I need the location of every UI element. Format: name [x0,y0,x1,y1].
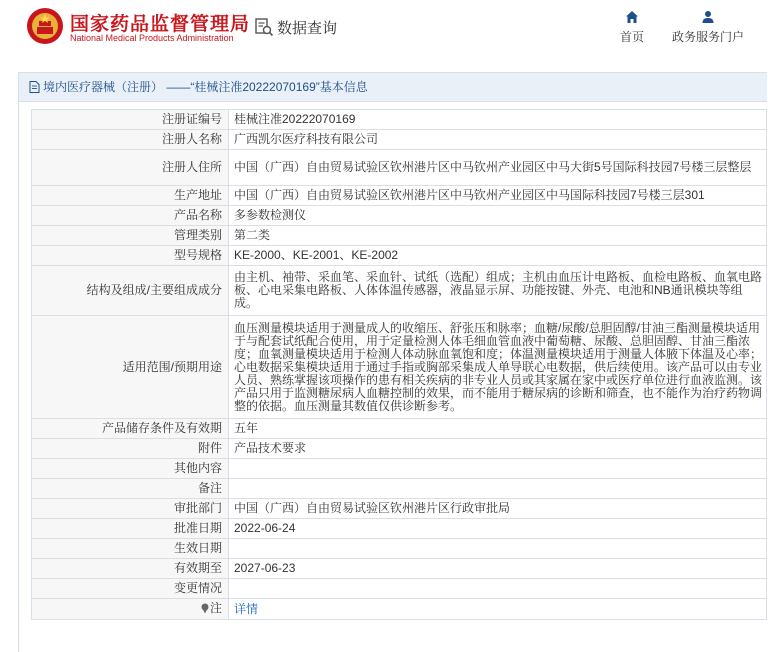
home-icon [625,10,639,24]
brand-title: 国家药品监督管理局 [70,14,251,35]
table-row [32,110,767,130]
table-row [32,519,767,539]
field-label: 管理类别 [32,226,229,246]
field-label: 注册人名称 [32,130,229,150]
field-label: 注册人住所 [32,150,229,186]
document-search-icon [254,17,274,37]
table-row [32,559,767,579]
field-value: 中国（广西）自由贸易试验区钦州港片区中马钦州产业园区中马大街5号国际科技园7号楼三层整层 [229,150,767,186]
table-row [32,479,767,499]
field-value: 五年 [229,419,767,439]
table-row [32,206,767,226]
field-label: 其他内容 [32,459,229,479]
table-row [32,499,767,519]
field-label: 附件 [32,439,229,459]
field-label: 变更情况 [32,579,229,599]
table-row [32,186,767,206]
table-row [32,439,767,459]
field-label: 产品名称 [32,206,229,226]
field-value: 2027-06-23 [229,559,767,579]
field-label: 结构及组成/主要组成成分 [32,266,229,316]
field-label: 批准日期 [32,519,229,539]
field-value: 广西凯尔医疗科技有限公司 [229,130,767,150]
table-row [32,539,767,559]
nav-home[interactable] [614,10,650,45]
field-value: 产品技术要求 [229,439,767,459]
note-label: 注 [209,600,222,615]
field-value: 由主机、袖带、采血笔、采血针、试纸（选配）组成；主机由血压计电路板、血检电路板、血氧电路板、心电采集电路板、人体体温传感器，液晶显示屏、功能按键、外壳、电池和NB通讯模块等组成。 [229,266,767,316]
field-label: 有效期至 [32,559,229,579]
field-value [229,579,767,599]
details-link[interactable]: 详情 [234,601,259,616]
note-value-cell [229,599,767,620]
field-value: 中国（广西）自由贸易试验区钦州港片区行政审批局 [229,499,767,519]
table-row [32,459,767,479]
nav-home-label: 首页 [619,30,644,44]
table-row [32,266,767,316]
field-label: 备注 [32,479,229,499]
table-row [32,599,767,620]
field-label: 注册证编号 [32,110,229,130]
field-value: 中国（广西）自由贸易试验区钦州港片区中马钦州产业园区中马国际科技园7号楼三层301 [229,186,767,206]
field-label: 适用范围/预期用途 [32,316,229,419]
document-icon [29,81,40,93]
field-value: KE-2000、KE-2001、KE-2002 [229,246,767,266]
field-value [229,539,767,559]
detail-panel [18,72,767,652]
table-row [32,226,767,246]
field-value: 多参数检测仪 [229,206,767,226]
national-emblem-logo [26,7,64,45]
table-row [32,579,767,599]
data-query-link[interactable] [254,14,337,40]
field-label: 型号规格 [32,246,229,266]
field-label: 审批部门 [32,499,229,519]
field-label: 生效日期 [32,539,229,559]
nav-service-portal-label: 政务服务门户 [671,30,744,44]
site-header [0,0,768,56]
field-value: 第二类 [229,226,767,246]
field-value: 2022-06-24 [229,519,767,539]
table-row [32,130,767,150]
table-row [32,419,767,439]
table-row [32,316,767,419]
field-label: 产品储存条件及有效期 [32,419,229,439]
data-query-label: 数据查询 [277,19,338,37]
user-icon [701,10,715,24]
pin-icon [200,603,210,614]
table-row [32,246,767,266]
brand-subtitle: National Medical Products Administration [70,33,234,43]
field-value [229,479,767,499]
panel-title-text: 境内医疗器械（注册） ——“桂械注准20222070169”基本信息 [43,80,368,94]
field-label: 生产地址 [32,186,229,206]
table-row [32,150,767,186]
field-value: 血压测量模块适用于测量成人的收缩压、舒张压和脉率；血糖/尿酸/总胆固醇/甘油三酯测量模块适用于与配套试纸配合使用，用于定量检测人体毛细血管血液中葡萄糖、尿酸、总胆固醇、甘油三酯浓度；血氧测量模块适用于检测人体动脉血氧饱和度；体温测量模块适用于测量人体腋下体温及心率；心电数据采集模块适用于通过手指或胸部采集成人单导联心电数据，供后续使用。该产品可以由专业人员、熟练掌握该项操作的患有相关疾病的非专业人员或其家属在家中或医疗单位进行血液监测。该产品只用于监测糖尿病人血糖控制的效果，而不能用于糖尿病的诊断和筛查，也不能作为治疗药物调整的依据。血压测量其数值仅供诊断参考。 [229,316,767,419]
field-value: 桂械注准20222070169 [229,110,767,130]
note-label-cell [32,599,229,620]
device-info-table [31,109,767,620]
field-value [229,459,767,479]
panel-title [19,73,767,102]
nav-service-portal[interactable] [668,10,748,45]
